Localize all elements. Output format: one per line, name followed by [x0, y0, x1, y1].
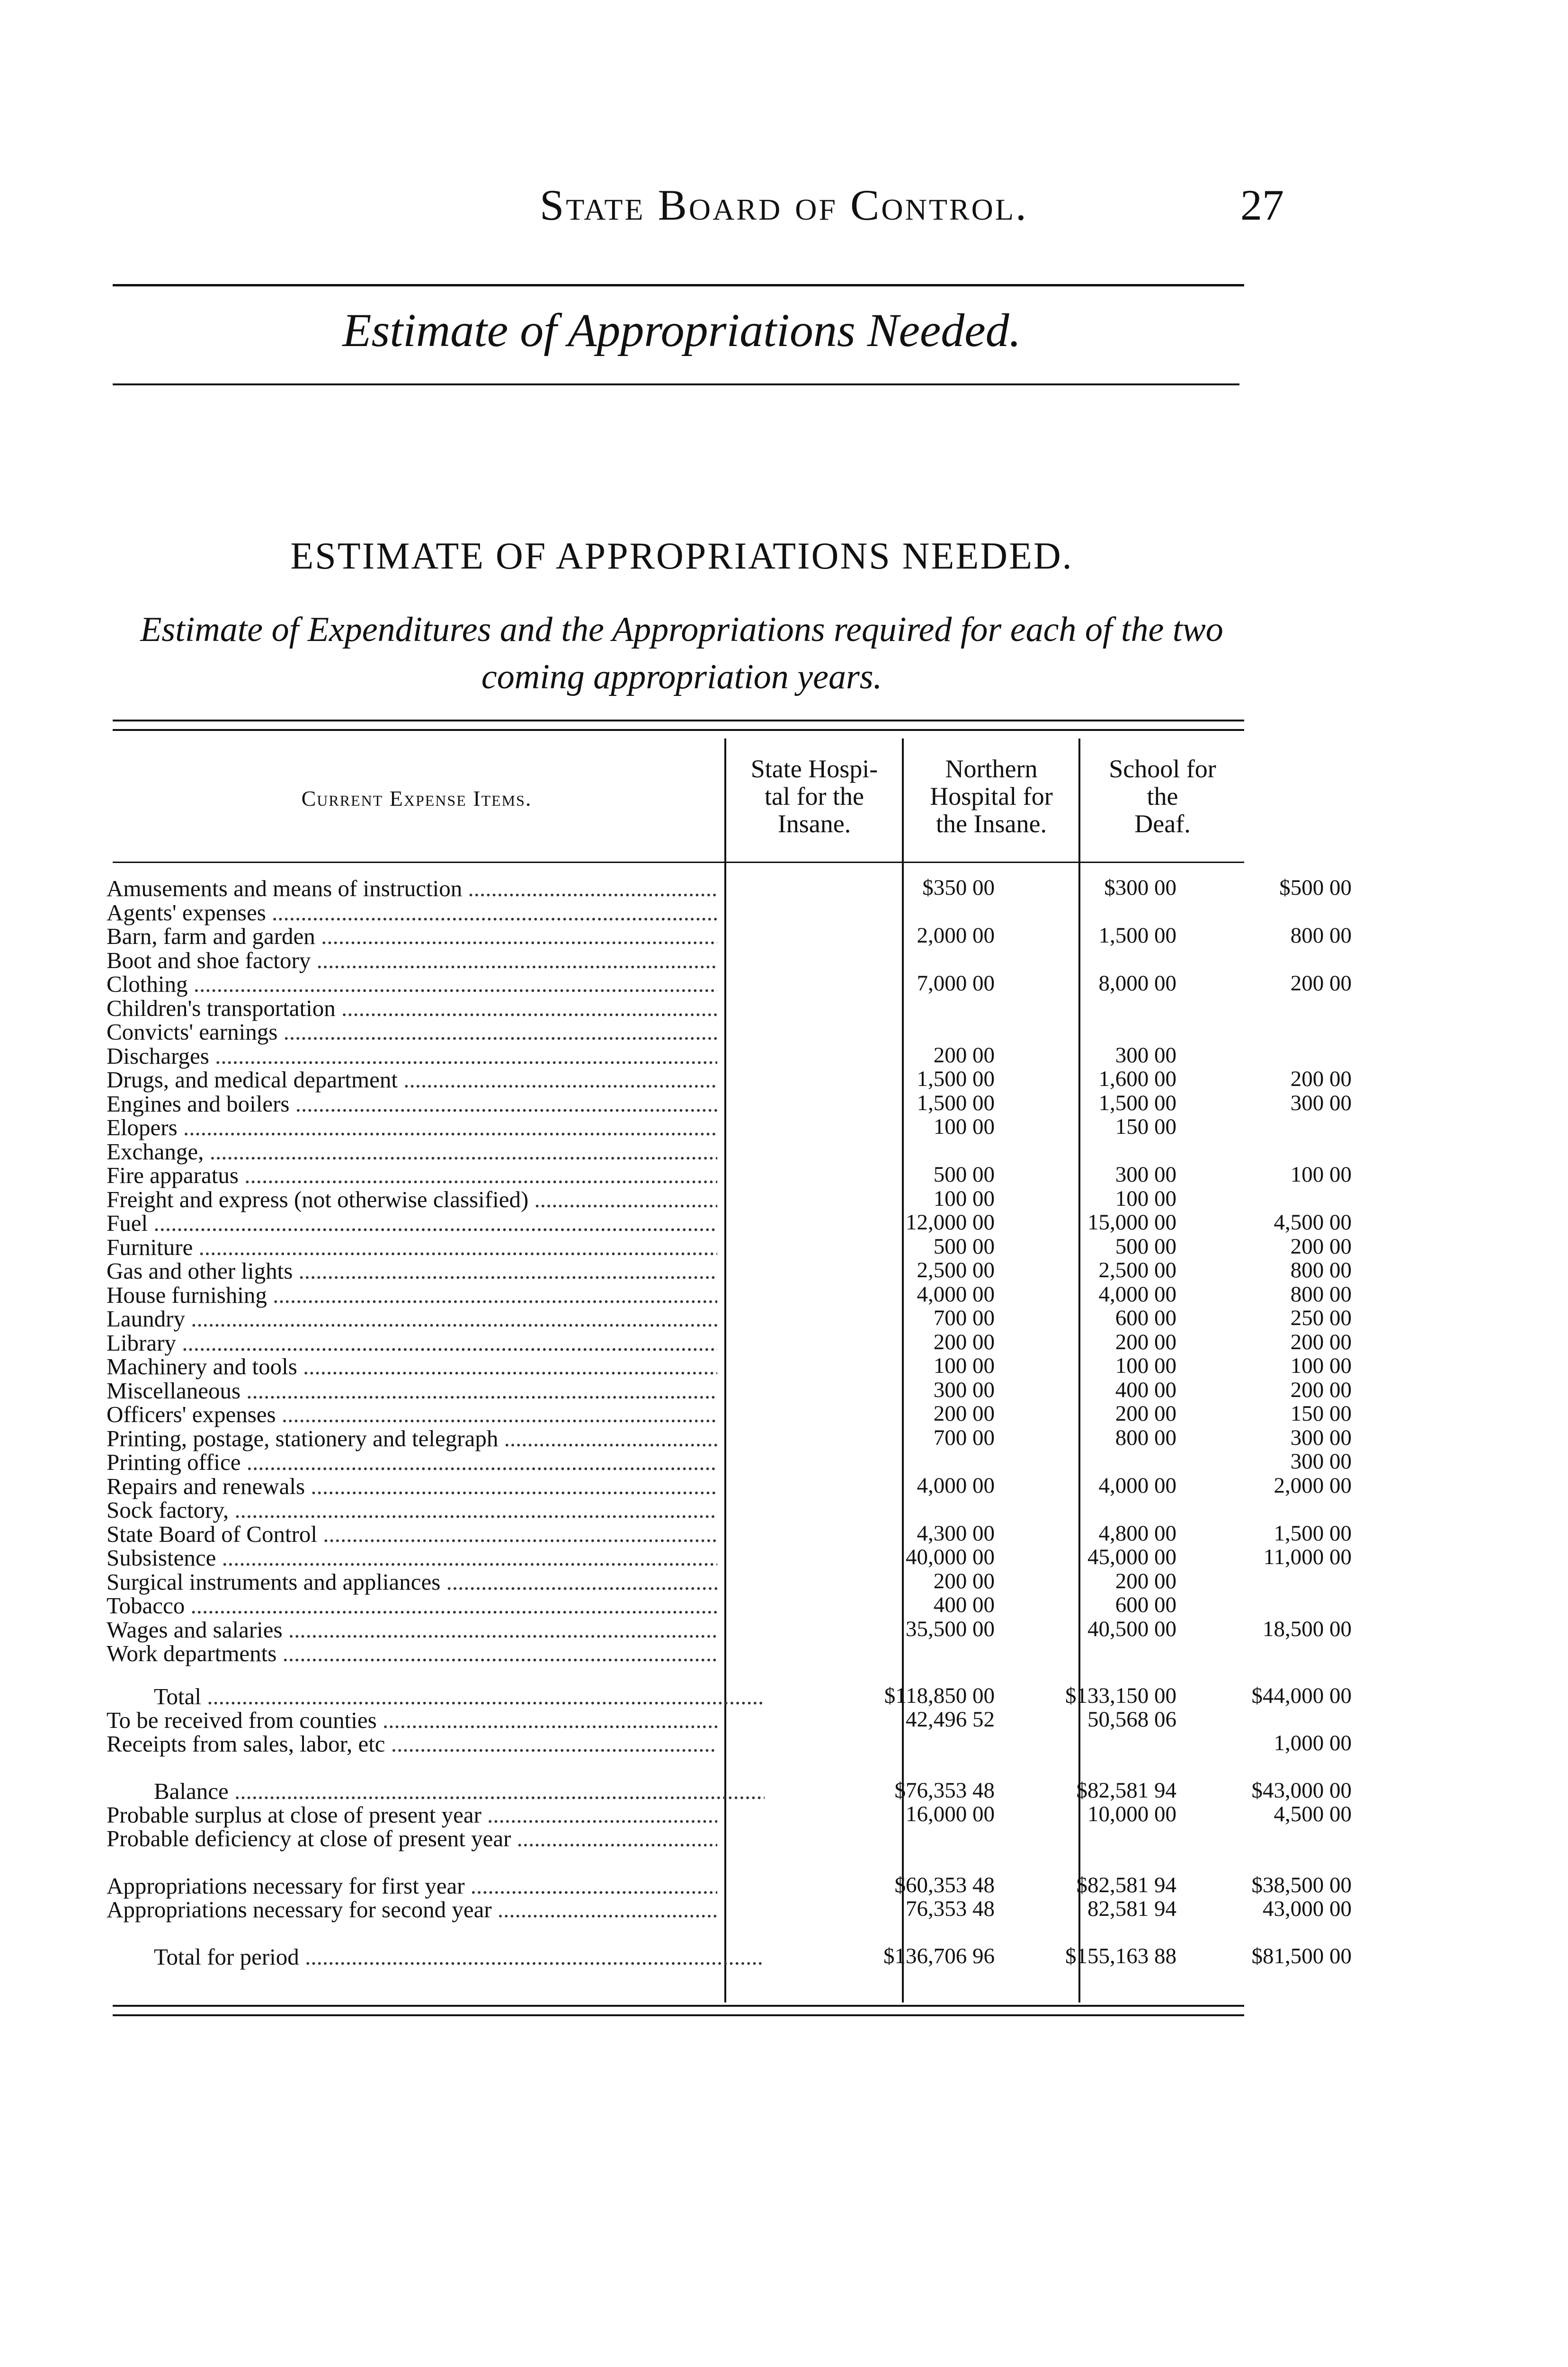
row-value-col2: 500 00 [1115, 1234, 1176, 1259]
row-label: Appropriations necessary for first year ..... [107, 1872, 717, 1899]
table-row [107, 1943, 1352, 1976]
row-value-col1: $350 00 [922, 875, 995, 900]
row-value-col2: 8,000 00 [1098, 971, 1176, 996]
row-value-col2: 400 00 [1115, 1378, 1176, 1402]
row-label: Gas and other lights ..... [107, 1257, 717, 1284]
row-value-col2: 150 00 [1115, 1114, 1176, 1139]
row-label: Tobacco ..... [107, 1592, 717, 1619]
column-header-northern-hospital: Northern Hospital for the Insane. [930, 755, 1053, 838]
row-value-col3: 300 00 [1290, 1449, 1352, 1474]
row-label: Amusements and means of instruction ..... [107, 875, 717, 902]
table-subtitle: Estimate of Expenditures and the Appropriations required for each of the two coming appropriation years. [140, 610, 1223, 696]
section-rule [113, 383, 1239, 385]
row-label: Appropriations necessary for second year ..... [107, 1896, 717, 1923]
row-value-col3: 100 00 [1290, 1353, 1352, 1378]
header-underline [113, 862, 1244, 863]
row-value-col2: 200 00 [1115, 1401, 1176, 1426]
row-label: Clothing ..... [107, 970, 717, 997]
row-value-col2: 300 00 [1115, 1162, 1176, 1187]
row-value-col1: 76,353 48 [906, 1896, 995, 1921]
row-value-col1: 300 00 [933, 1378, 995, 1402]
row-value-col1: 40,000 00 [906, 1545, 995, 1569]
row-value-col1: 100 00 [933, 1353, 995, 1378]
row-value-col2: 1,600 00 [1098, 1067, 1176, 1091]
page-number: 27 [1240, 181, 1284, 229]
row-label: Total for period ..... [107, 1943, 765, 1970]
row-value-col3: 150 00 [1290, 1401, 1352, 1426]
row-value-col3: 100 00 [1290, 1162, 1352, 1187]
row-label: Fuel ..... [107, 1210, 717, 1237]
running-title: State Board of Control. [540, 181, 1028, 229]
row-value-col3: 200 00 [1290, 1067, 1352, 1091]
row-value-col3: $44,000 00 [1251, 1683, 1352, 1708]
row-value-col1: 200 00 [933, 1569, 995, 1593]
row-value-col1: 700 00 [933, 1306, 995, 1330]
row-value-col1: 700 00 [933, 1425, 995, 1450]
row-value-col1: 35,500 00 [906, 1617, 995, 1641]
table-row [107, 1896, 1352, 1929]
row-label: Fire apparatus ..... [107, 1162, 717, 1189]
row-value-col1: 2,500 00 [917, 1258, 995, 1282]
row-value-col1: 200 00 [933, 1401, 995, 1426]
row-value-col3: 200 00 [1290, 1378, 1352, 1402]
row-label: Probable surplus at close of present year ..... [107, 1801, 717, 1828]
row-value-col2: 800 00 [1115, 1425, 1176, 1450]
table-bottom-rule [113, 2005, 1244, 2007]
row-label: Machinery and tools ..... [107, 1353, 717, 1380]
row-label: Receipts from sales, labor, etc ..... [107, 1730, 717, 1757]
row-value-col3: $81,500 00 [1251, 1944, 1352, 1968]
row-value-col1: 16,000 00 [906, 1802, 995, 1826]
row-label: Agents' expenses ..... [107, 899, 717, 926]
row-label: Printing, postage, stationery and telegraph ..... [107, 1425, 717, 1452]
col-divider-1 [724, 739, 726, 2002]
row-value-col1: 500 00 [933, 1234, 995, 1259]
row-label: Discharges ..... [107, 1042, 717, 1069]
row-value-col1: 1,500 00 [917, 1067, 995, 1091]
row-value-col1: $136,706 96 [883, 1944, 995, 1968]
row-value-col2: 4,000 00 [1098, 1473, 1176, 1498]
row-label: Drugs, and medical department ..... [107, 1066, 717, 1093]
row-label: Boot and shoe factory ..... [107, 947, 717, 974]
row-value-col3: 4,500 00 [1274, 1210, 1352, 1235]
row-value-col2: $155,163 88 [1065, 1944, 1176, 1968]
row-value-col2: 45,000 00 [1087, 1545, 1176, 1569]
section-title: Estimate of Appropriations Needed. [342, 304, 1021, 356]
row-value-col1: 100 00 [933, 1114, 995, 1139]
row-value-col3: 4,500 00 [1274, 1802, 1352, 1826]
row-label: Work departments ..... [107, 1640, 717, 1667]
column-header-items: Current Expense Items. [301, 786, 532, 810]
row-value-col3: 11,000 00 [1263, 1545, 1352, 1569]
row-value-col2: 1,500 00 [1098, 1091, 1176, 1115]
row-label: Total ..... [107, 1683, 765, 1710]
row-value-col2: 600 00 [1115, 1593, 1176, 1617]
row-label: Freight and express (not otherwise classified) ..... [107, 1186, 717, 1213]
row-value-col1: $76,353 48 [894, 1778, 995, 1803]
row-value-col2: 15,000 00 [1087, 1210, 1176, 1235]
row-label: Printing office ..... [107, 1449, 717, 1476]
row-value-col1: 2,000 00 [917, 923, 995, 948]
row-value-col1: 4,300 00 [917, 1521, 995, 1546]
table-bottom-rule-2 [113, 2014, 1244, 2016]
row-value-col2: 10,000 00 [1087, 1802, 1176, 1826]
row-label: Wages and salaries ..... [107, 1616, 717, 1643]
table-top-rule-2 [113, 729, 1244, 731]
row-label: Library ..... [107, 1329, 717, 1356]
table-top-rule [113, 720, 1244, 721]
row-label: Repairs and renewals ..... [107, 1473, 717, 1500]
row-value-col2: 4,000 00 [1098, 1282, 1176, 1307]
row-label: To be received from counties ..... [107, 1707, 717, 1734]
row-value-col1: 200 00 [933, 1043, 995, 1068]
row-value-col2: 200 00 [1115, 1330, 1176, 1354]
row-label: Children's transportation ..... [107, 995, 717, 1022]
row-value-col2: $133,150 00 [1065, 1683, 1176, 1708]
row-value-col3: 1,000 00 [1274, 1731, 1352, 1755]
column-header-state-hospital: State Hospi- tal for the Insane. [750, 755, 878, 838]
row-value-col2: 82,581 94 [1087, 1896, 1176, 1921]
row-value-col2: 1,500 00 [1098, 923, 1176, 948]
top-rule [113, 284, 1244, 286]
row-value-col1: 4,000 00 [917, 1282, 995, 1307]
row-label: Probable deficiency at close of present year ..... [107, 1825, 717, 1852]
row-value-col2: 600 00 [1115, 1306, 1176, 1330]
row-label: Elopers ..... [107, 1114, 717, 1141]
row-value-col1: 100 00 [933, 1186, 995, 1211]
row-value-col1: 42,496 52 [906, 1707, 995, 1732]
row-label: Laundry ..... [107, 1305, 717, 1332]
row-label: State Board of Control ..... [107, 1521, 717, 1548]
row-label: Exchange, ..... [107, 1138, 717, 1165]
row-value-col3: 300 00 [1290, 1425, 1352, 1450]
row-value-col2: 4,800 00 [1098, 1521, 1176, 1546]
row-value-col2: 40,500 00 [1087, 1617, 1176, 1641]
row-value-col3: 200 00 [1290, 971, 1352, 996]
row-value-col3: 200 00 [1290, 1234, 1352, 1259]
row-value-col3: 43,000 00 [1263, 1896, 1352, 1921]
row-value-col3: 200 00 [1290, 1330, 1352, 1354]
row-value-col3: 250 00 [1290, 1306, 1352, 1330]
row-value-col2: 100 00 [1115, 1186, 1176, 1211]
table-row [107, 1730, 1352, 1763]
row-value-col2: $82,581 94 [1076, 1778, 1176, 1803]
row-value-col3: $500 00 [1279, 875, 1352, 900]
row-value-col1: 7,000 00 [917, 971, 995, 996]
row-value-col1: 500 00 [933, 1162, 995, 1187]
row-label: Subsistence ..... [107, 1544, 717, 1571]
row-value-col1: 1,500 00 [917, 1091, 995, 1115]
row-value-col3: 300 00 [1290, 1091, 1352, 1115]
row-label: Officers' expenses ..... [107, 1401, 717, 1428]
row-value-col3: $43,000 00 [1251, 1778, 1352, 1803]
row-value-col3: 18,500 00 [1263, 1617, 1352, 1641]
row-label: House furnishing ..... [107, 1281, 717, 1308]
row-value-col2: 100 00 [1115, 1353, 1176, 1378]
row-label: Miscellaneous ..... [107, 1377, 717, 1404]
row-label: Barn, farm and garden ..... [107, 923, 717, 950]
row-value-col3: 2,000 00 [1274, 1473, 1352, 1498]
row-label: Furniture ..... [107, 1234, 717, 1261]
row-value-col2: 200 00 [1115, 1569, 1176, 1593]
row-label: Sock factory, ..... [107, 1496, 717, 1523]
table-row [107, 1825, 717, 1858]
table-row [107, 1640, 717, 1673]
row-label: Surgical instruments and appliances ..... [107, 1568, 717, 1595]
row-value-col3: 800 00 [1290, 1282, 1352, 1307]
row-value-col3: 800 00 [1290, 923, 1352, 948]
row-value-col3: $38,500 00 [1251, 1873, 1352, 1897]
row-value-col1: $60,353 48 [894, 1873, 995, 1897]
row-value-col2: 50,568 06 [1087, 1707, 1176, 1732]
row-label: Convicts' earnings ..... [107, 1018, 717, 1045]
row-value-col3: 800 00 [1290, 1258, 1352, 1282]
table-title: ESTIMATE OF APPROPRIATIONS NEEDED. [290, 535, 1073, 577]
row-value-col2: 300 00 [1115, 1043, 1176, 1068]
column-header-school-deaf: School for the Deaf. [1109, 755, 1216, 838]
row-label: Balance ..... [107, 1778, 765, 1805]
row-value-col2: 2,500 00 [1098, 1258, 1176, 1282]
row-value-col2: $82,581 94 [1076, 1873, 1176, 1897]
row-value-col2: $300 00 [1104, 875, 1176, 900]
row-value-col1: 12,000 00 [906, 1210, 995, 1235]
row-value-col1: $118,850 00 [884, 1683, 995, 1708]
row-value-col1: 400 00 [933, 1593, 995, 1617]
row-value-col3: 1,500 00 [1274, 1521, 1352, 1546]
row-value-col1: 4,000 00 [917, 1473, 995, 1498]
row-label: Engines and boilers ..... [107, 1090, 717, 1117]
row-value-col1: 200 00 [933, 1330, 995, 1354]
